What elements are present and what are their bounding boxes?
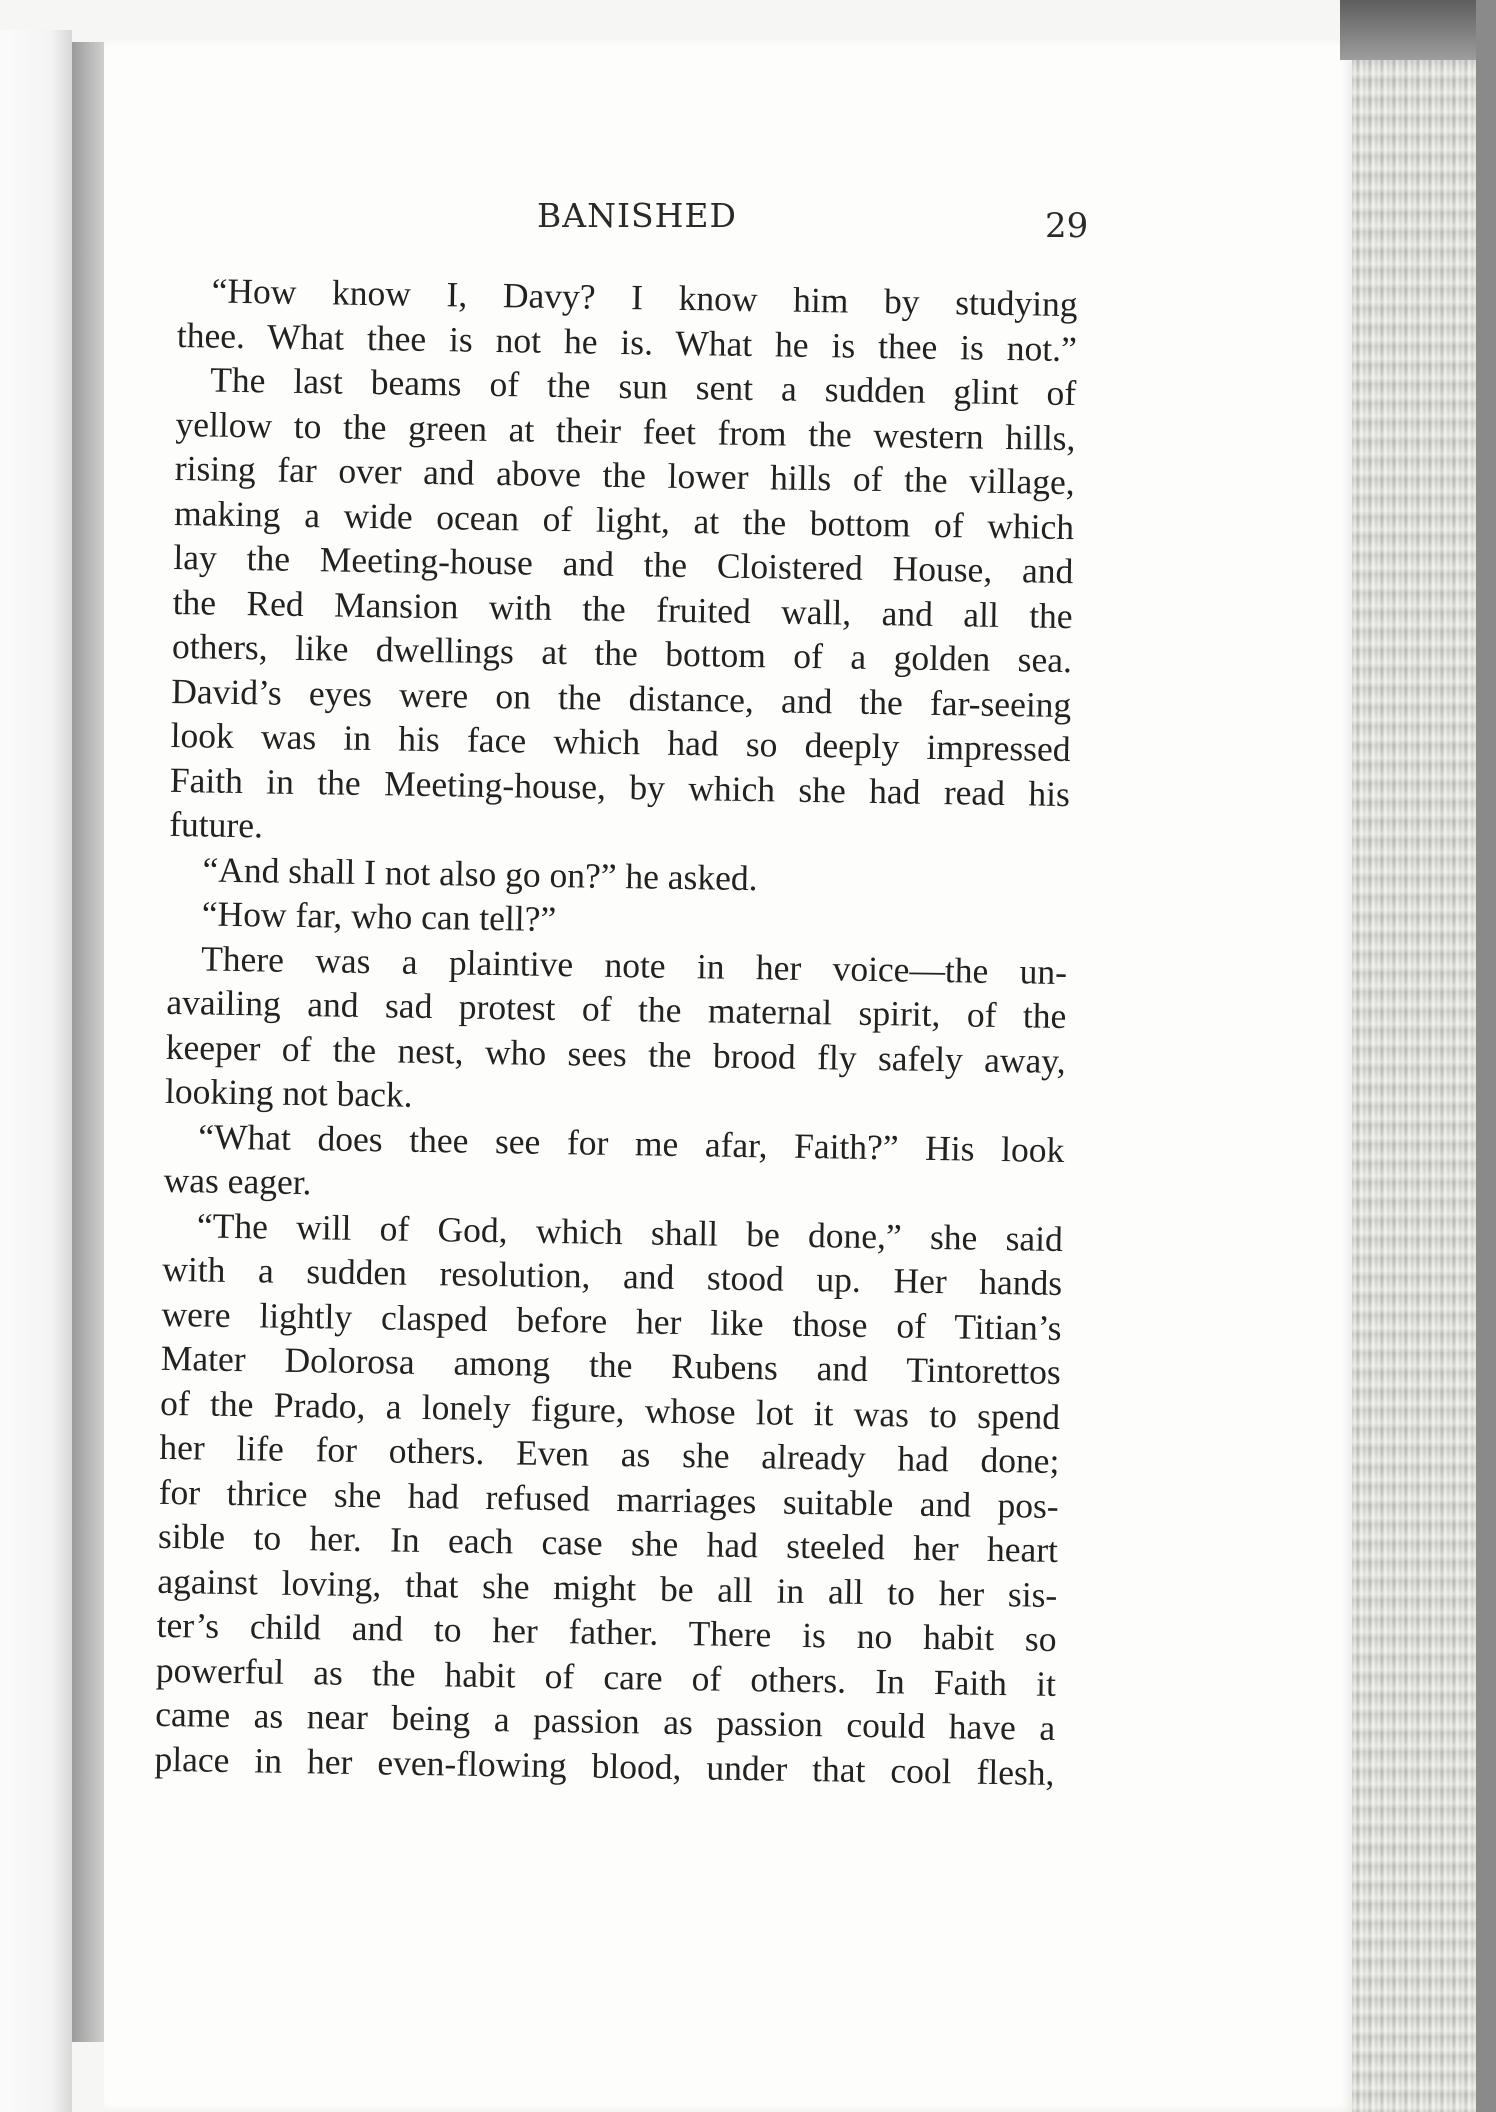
text-line: with a sudden resolution, and stood up. Her hands xyxy=(161,1248,1063,1304)
text-line: powerful as the habit of care of others. In Faith it xyxy=(155,1649,1057,1704)
text-line: thee. What thee is not he is. What he is thee is not.” xyxy=(176,314,1078,369)
text-line: were lightly clasped before her like those of Titian’s xyxy=(161,1293,1062,1348)
text-line: others, like dwellings at the bottom of a golden sea. xyxy=(171,625,1073,681)
text-line: looking not back. xyxy=(164,1070,413,1115)
text-line: Mater Dolorosa among the Rubens and Tintorettos xyxy=(160,1337,1062,1392)
text-line: place in her even-flowing blood, under that cool flesh, xyxy=(154,1738,1055,1793)
text-line: lay the Meeting-house and the Cloistered House, and xyxy=(173,536,1074,592)
scanner-border xyxy=(1476,0,1496,2112)
text-line: sible to her. In each case she had steeled her heart xyxy=(157,1515,1059,1570)
text-line: look was in his face which had so deeply impressed xyxy=(170,714,1071,770)
text-line: The last beams of the sun sent a sudden glint of xyxy=(209,359,1077,414)
running-header xyxy=(0,196,1496,246)
page-block-edge xyxy=(1352,48,1478,2112)
text-line: the Red Mansion with the fruited wall, and all the xyxy=(172,581,1073,636)
text-line: for thrice she had refused marriages suitable and pos- xyxy=(158,1471,1059,1526)
body-text xyxy=(154,268,1078,1795)
text-line: Faith in the Meeting-house, by which she had read his xyxy=(169,759,1071,814)
book-gutter xyxy=(72,42,108,2042)
text-line: making a wide ocean of light, at the bottom of which xyxy=(173,492,1075,547)
text-line: her life for others. Even as she already had done; xyxy=(159,1426,1060,1481)
text-line: against loving, that she might be all in all to her sis- xyxy=(157,1560,1058,1615)
text-line: “The will of God, which shall be done,” she said xyxy=(196,1204,1064,1259)
text-line: David’s eyes were on the distance, and the far-seeing xyxy=(171,670,1072,725)
text-line: future. xyxy=(168,803,264,846)
text-line: There was a plaintive note in her voice—the un- xyxy=(200,937,1068,992)
text-line: was eager. xyxy=(163,1159,312,1203)
running-title: BANISHED xyxy=(537,196,737,235)
text-line: “How far, who can tell?” xyxy=(201,893,557,940)
facing-page-edge xyxy=(0,30,72,2112)
text-line: of the Prado, a lonely figure, whose lot it was to spend xyxy=(159,1382,1061,1437)
text-line: keeper of the nest, who sees the brood fly safely away, xyxy=(165,1026,1066,1081)
page-number: 29 xyxy=(1045,206,1089,246)
scanner-shadow xyxy=(1340,0,1496,60)
text-line: rising far over and above the lower hills of the village, xyxy=(174,447,1076,503)
text-line: availing and sad protest of the maternal spirit, of the xyxy=(166,981,1067,1037)
text-line: “How know I, Davy? I know him by studying xyxy=(211,270,1078,325)
text-line: came as near being a passion as passion could have a xyxy=(154,1693,1056,1748)
text-line: yellow to the green at their feet from the western hills, xyxy=(175,403,1076,458)
text-line: ter’s child and to her father. There is no habit so xyxy=(156,1604,1057,1659)
text-line: “And shall I not also go on?” he asked. xyxy=(202,848,758,898)
text-line: “What does thee see for me afar, Faith?” His look xyxy=(198,1115,1065,1170)
